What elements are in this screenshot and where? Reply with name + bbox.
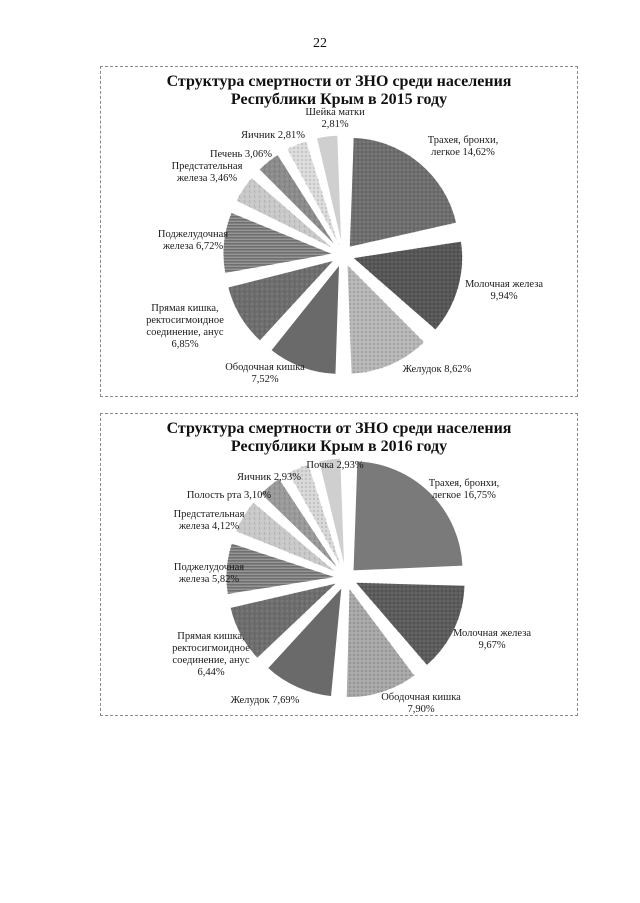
chart-title-line-1: Структура смертности от ЗНО среди населения	[166, 73, 512, 90]
pie-slice-label	[305, 107, 365, 130]
page-number: 22	[313, 36, 327, 51]
pie-slice-label	[381, 692, 461, 715]
pie-slice-label	[187, 490, 272, 501]
pie-slice-label-line: Прямая кишка,	[177, 631, 245, 642]
pie-slice-label	[172, 161, 243, 184]
pie-slice-label-line: железа 6,72%	[162, 241, 224, 252]
pie-slice-label	[428, 135, 499, 158]
pie-slice-label	[237, 472, 301, 483]
pie-slice-label	[174, 562, 244, 585]
pie-slice-label-line: Полость рта 3,10%	[186, 490, 272, 501]
pie-slice-label-line: Желудок 8,62%	[402, 364, 472, 375]
pie-slice-label	[210, 149, 272, 160]
pie-slice-label-line: 7,52%	[251, 374, 279, 385]
pie-slice-label	[172, 631, 250, 678]
pie-slice-label	[231, 695, 300, 706]
pie-slice-label-line: железа 3,46%	[176, 173, 238, 184]
pie-slice-label-line: легкое 16,75%	[432, 490, 496, 501]
pie-slice-label	[225, 362, 305, 385]
pie-slice-label-line: Почка 2,93%	[306, 460, 364, 471]
pie-slice-label-line: железа 5,82%	[178, 574, 240, 585]
pie-slice-label-line: Предстательная	[171, 161, 243, 172]
pie-slice-label-line: 9,67%	[478, 640, 506, 651]
pie-slice-label-line: ректосигмоидное	[172, 643, 250, 654]
pie-slice-label-line: Желудок 7,69%	[230, 695, 300, 706]
pie-slice-label	[146, 303, 224, 350]
chart-title-line-2: Республики Крым в 2016 году	[230, 438, 448, 455]
pie-slice-label-line: Трахея, бронхи,	[427, 135, 499, 146]
pie-slice-label-line: железа 4,12%	[178, 521, 240, 532]
pie-chart-2016	[101, 414, 579, 717]
pie-slice-label-line: Молочная железа	[464, 279, 544, 290]
pie-slice-label	[241, 130, 305, 141]
pie-slice-label-line: Яичник 2,93%	[237, 472, 301, 483]
pie-slice-label	[306, 460, 363, 471]
pie-slice-label	[174, 509, 245, 532]
pie-slice-label-line: 6,44%	[197, 667, 225, 678]
pie-slice-label-line: ректосигмоидное	[146, 315, 224, 326]
pie-slice-label-line: Молочная железа	[452, 628, 532, 639]
pie-slice-label	[429, 478, 500, 501]
pie-slice-label-line: Трахея, бронхи,	[428, 478, 500, 489]
pie-slice-label-line: Ободочная кишка	[225, 362, 305, 373]
pie-slice-label-line: соединение, анус	[172, 655, 250, 666]
pie-slice-label	[453, 628, 531, 651]
chart-title-line-2: Республики Крым в 2015 году	[230, 91, 448, 108]
pie-slice-label-line: 2,81%	[321, 119, 349, 130]
pie-slice-label-line: Поджелудочная	[157, 229, 229, 240]
pie-slice-label-line: легкое 14,62%	[431, 147, 495, 158]
pie-slice-label	[403, 364, 472, 375]
pie-slice-label	[158, 229, 228, 252]
pie-slice-label-line: Поджелудочная	[173, 562, 245, 573]
pie-slice-label-line: 6,85%	[171, 339, 199, 350]
pie-slice-label-line: 7,90%	[407, 704, 435, 715]
chart-2016	[100, 413, 578, 716]
chart-2015	[100, 66, 578, 397]
pie-slice-label-line: Яичник 2,81%	[241, 130, 305, 141]
pie-slice-label-line: 9,94%	[490, 291, 518, 302]
pie-slice-label-line: Предстательная	[173, 509, 245, 520]
pie-slice-label-line: Печень 3,06%	[209, 149, 273, 160]
pie-slice-label-line: Ободочная кишка	[381, 692, 461, 703]
chart-title-line-1: Структура смертности от ЗНО среди населения	[166, 420, 512, 437]
pie-slice-label-line: Прямая кишка,	[151, 303, 219, 314]
pie-slice-label-line: Шейка матки	[305, 107, 365, 118]
pie-chart-2015	[101, 67, 579, 398]
pie-slice-label-line: соединение, анус	[146, 327, 224, 338]
pie-slice-label	[465, 279, 543, 302]
